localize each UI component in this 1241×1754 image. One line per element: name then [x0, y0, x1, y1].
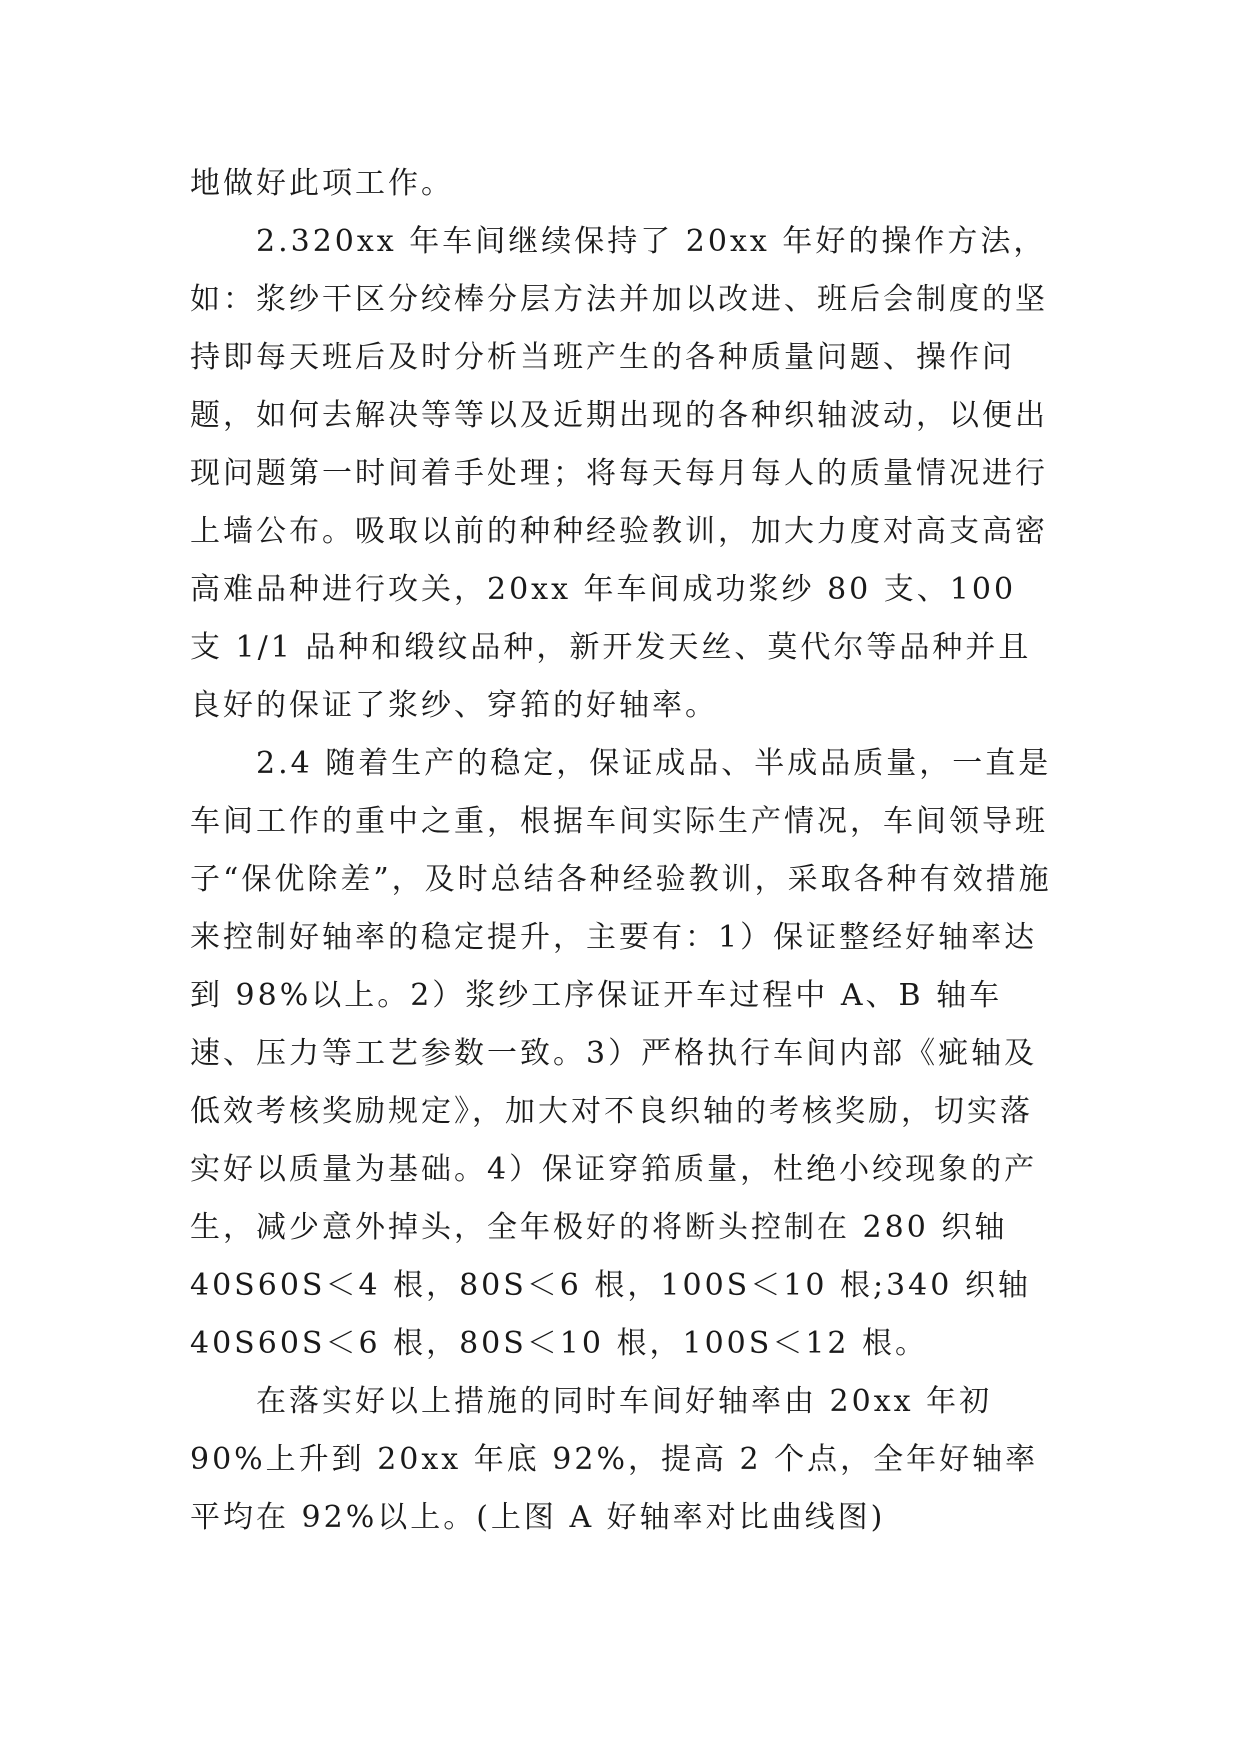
paragraph-2-4: 2.4 随着生产的稳定，保证成品、半成品质量，一直是车间工作的重中之重，根据车间实际生产情况，车间领导班子“保优除差”，及时总结各种经验教训，采取各种有效措施来控制好轴率的稳定提升，主要有：1）保证整经好轴率达到 98%以上。2）浆纱工序保证开车过程中 A、B 轴车速、压力等工艺参数一致。3）严格执行车间内部《疵轴及低效考核奖励规定》，加大对不良织轴的考核奖励，切实落实好以质量为基础。4）保证穿筘质量，杜绝小绞现象的产生，减少意外掉头，全年极好的将断头控制在 280 织轴 40S60S＜4 根，80S＜6 根，100S＜10 根;340 织轴 40S60S＜6 根，80S＜10 根，100S＜12 根。	[190, 746, 1052, 1361]
paragraph-continuation: 地做好此项工作。	[190, 166, 454, 201]
paragraph-summary: 在落实好以上措施的同时车间好轴率由 20xx 年初 90%上升到 20xx 年底 92%，提高 2 个点，全年好轴率平均在 92%以上。(上图 A 好轴率对比曲线图)	[190, 1384, 1039, 1535]
body-text	[190, 155, 1060, 1547]
paragraph-2-3: 2.320xx 年车间继续保持了 20xx 年好的操作方法，如：浆纱干区分绞棒分层方法并加以改进、班后会制度的坚持即每天班后及时分析当班产生的各种质量问题、操作问题，如何去解决等等以及近期出现的各种织轴波动，以便出现问题第一时间着手处理；将每天每月每人的质量情况进行上墙公布。吸取以前的种种经验教训，加大力度对高支高密高难品种进行攻关，20xx 年车间成功浆纱 80 支、100 支 1/1 品种和缎纹品种，新开发天丝、莫代尔等品种并且良好的保证了浆纱、穿筘的好轴率。	[190, 224, 1048, 723]
